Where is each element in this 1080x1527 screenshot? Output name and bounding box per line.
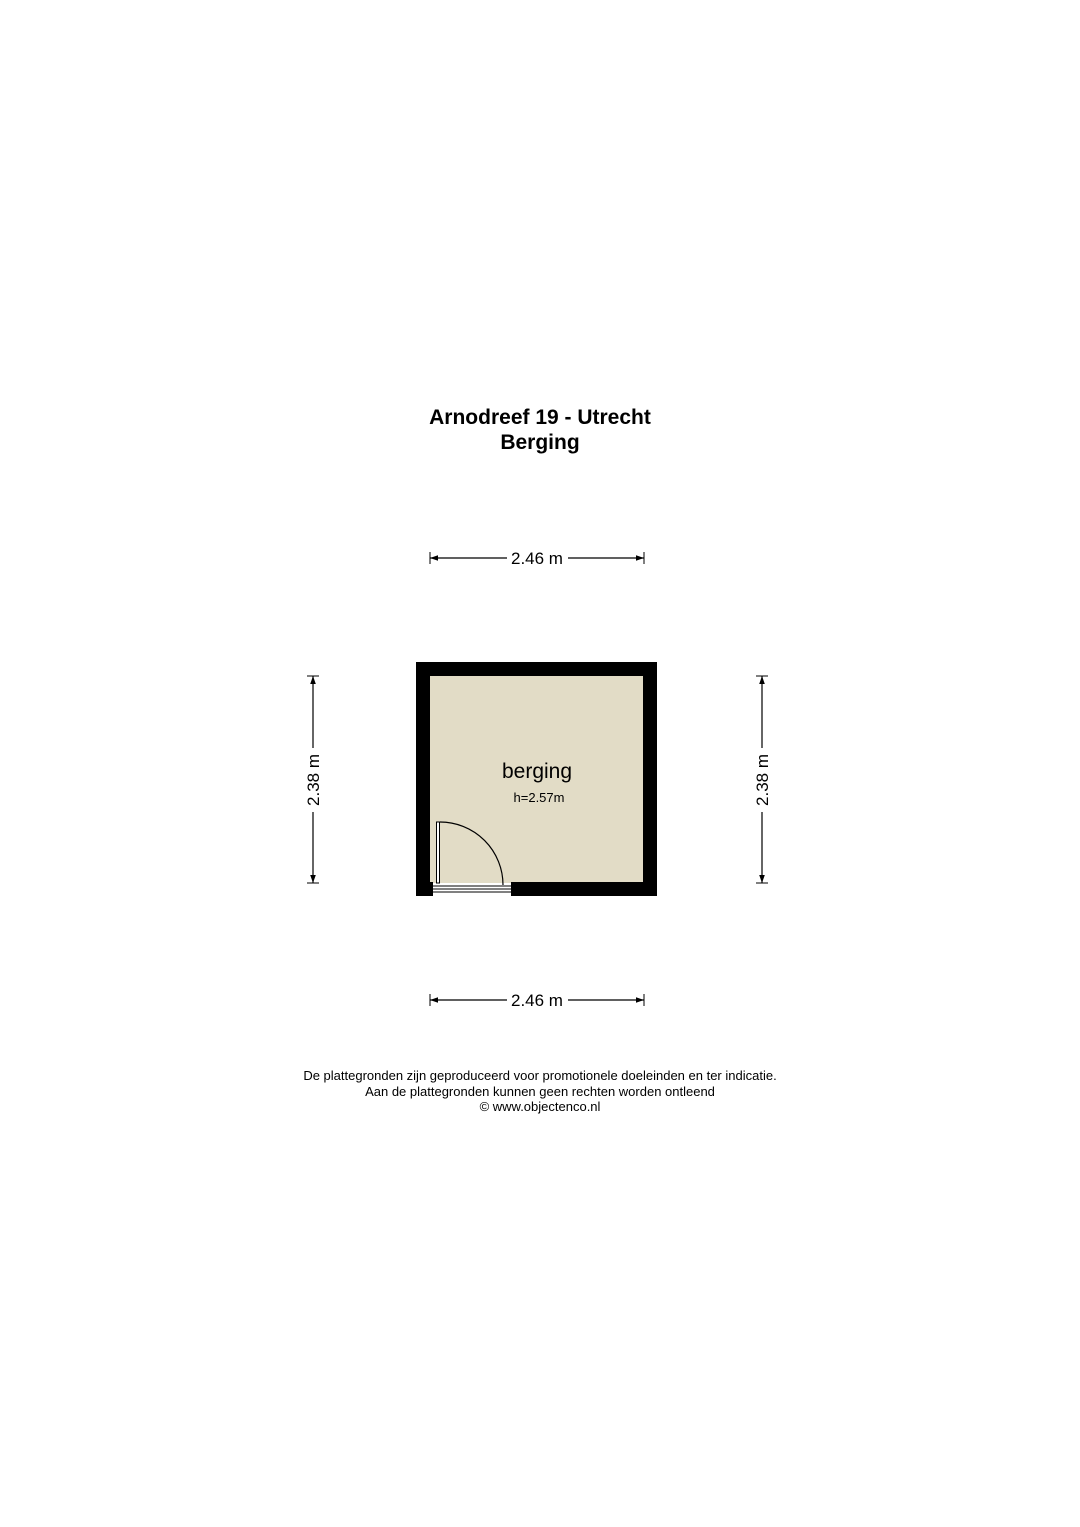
dimension-top-label: 2.46 m: [511, 549, 563, 568]
dimension-bottom-label: 2.46 m: [511, 991, 563, 1010]
dimension-left: [304, 676, 323, 883]
dimension-top: [430, 549, 644, 568]
dimension-right: [753, 676, 772, 883]
disclaimer-line-1: De plattegronden zijn geproduceerd voor promotionele doeleinden en ter indicatie.: [303, 1068, 777, 1083]
room-height: h=2.57m: [513, 790, 565, 805]
dimension-right-label: 2.38 m: [753, 754, 772, 806]
dimension-bottom: [430, 991, 644, 1010]
disclaimer: [0, 1068, 1080, 1115]
disclaimer-line-2: Aan de plattegronden kunnen geen rechten worden ontleend: [365, 1083, 715, 1099]
dimension-left-label: 2.38 m: [304, 754, 323, 806]
copyright-link[interactable]: © www.objectenco.nl: [479, 1099, 601, 1114]
address-title: Arnodreef 19 - Utrecht: [429, 406, 651, 429]
floor-title: Berging: [500, 431, 580, 454]
room-name: berging: [501, 760, 573, 783]
